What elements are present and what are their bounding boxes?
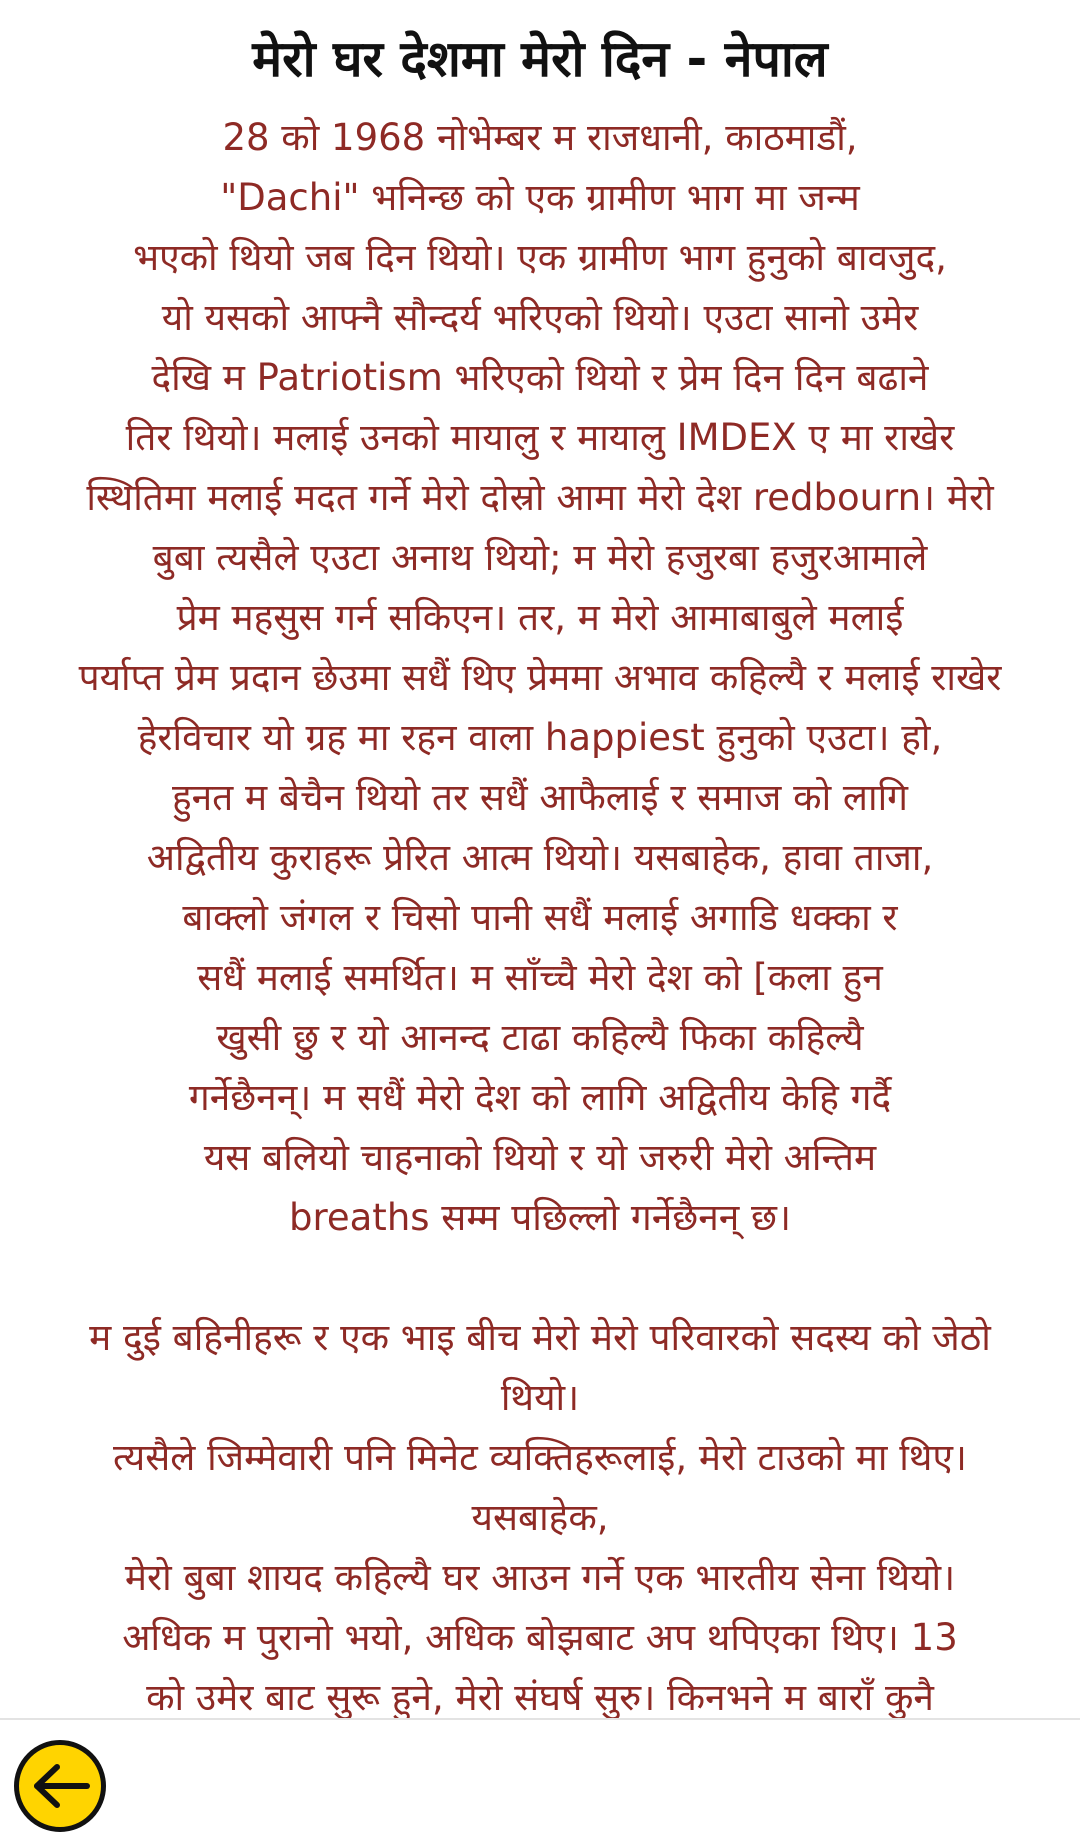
paragraph-line: अधिक म पुरानो भयो, अधिक बोझबाट अप थपिएका थिए। 13	[122, 1616, 958, 1659]
paragraph-line: बुबा त्यसैले एउटा अनाथ थियो; म मेरो हजुरबा हजुरआमाले	[152, 536, 928, 579]
paragraph-line: खुसी छु र यो आनन्द टाढा कहिल्यै फिका कहिल्यै	[216, 1016, 864, 1059]
article-body	[30, 108, 1050, 1718]
paragraph-line: को उमेर बाट सुरू हुने, मेरो संघर्ष सुरु। किनभने म बाराँ कुनै	[146, 1676, 934, 1718]
paragraph-line: त्यसैले जिम्मेवारी पनि मिनेट व्यक्तिहरूलाई, मेरो टाउको मा थिए।	[113, 1436, 967, 1479]
paragraph-spacer	[30, 1248, 1050, 1308]
paragraph-line: म दुई बहिनीहरू र एक भाइ बीच मेरो मेरो परिवारको सदस्य को जेठो	[89, 1316, 991, 1359]
paragraph-line: हेरविचार यो ग्रह मा रहन वाला happiest हुनुको एउटा। हो,	[137, 716, 943, 759]
paragraph-line: breaths सम्म पछिल्लो गर्नेछैनन् छ।	[288, 1196, 792, 1239]
paragraph-line: 28 को 1968 नोभेम्बर म राजधानी, काठमाडौं,	[222, 116, 858, 159]
paragraph-line: थियो।	[500, 1376, 580, 1419]
paragraph-line: प्रेम महसुस गर्न सकिएन। तर, म मेरो आमाबाबुले मलाई	[176, 596, 904, 639]
arrow-left-icon	[29, 1761, 91, 1811]
paragraph-line: भएको थियो जब दिन थियो। एक ग्रामीण भाग हुनुको बावजुद,	[133, 236, 947, 279]
paragraph-line: यसबाहेक,	[471, 1496, 609, 1539]
paragraph-line: "Dachi" भनिन्छ को एक ग्रामीण भाग मा जन्म	[220, 176, 860, 219]
paragraph-line: स्थितिमा मलाई मदत गर्ने मेरो दोस्रो आमा मेरो देश redbourn। मेरो	[86, 476, 994, 519]
paragraph-line: पर्याप्त प्रेम प्रदान छेउमा सधैं थिए प्रेममा अभाव कहिल्यै र मलाई राखेर	[78, 656, 1002, 699]
paragraph-line: हुनत म बेचैन थियो तर सधैं आफैलाई र समाज को लागि	[172, 776, 908, 819]
page-title: मेरो घर देशमा मेरो दिन - नेपाल	[252, 30, 828, 88]
paragraph-line: तिर थियो। मलाई उनको मायालु र मायालु IMDEX ए मा राखेर	[125, 416, 955, 459]
back-button[interactable]	[14, 1740, 106, 1832]
paragraph-line: बाक्लो जंगल र चिसो पानी सधैं मलाई अगाडि धक्का र	[182, 896, 898, 939]
paragraph-line: गर्नेछैनन्। म सधैं मेरो देश को लागि अद्वितीय केहि गर्दै	[188, 1076, 892, 1119]
paragraph-line: सधैं मलाई समर्थित। म साँच्चै मेरो देश को [कला हुन	[197, 956, 883, 999]
paragraph-line: मेरो बुबा शायद कहिल्यै घर आउन गर्ने एक भारतीय सेना थियो।	[124, 1556, 956, 1599]
paragraph	[30, 1308, 1050, 1718]
paragraph-line: अद्वितीय कुराहरू प्रेरित आत्म थियो। यसबाहेक, हावा ताजा,	[146, 836, 934, 879]
bottom-navigation-bar	[0, 1718, 1080, 1848]
paragraph-line: यो यसको आफ्नै सौन्दर्य भरिएको थियो। एउटा सानो उमेर	[161, 296, 919, 339]
paragraph-line: यस बलियो चाहनाको थियो र यो जरुरी मेरो अन्तिम	[203, 1136, 877, 1179]
paragraph	[30, 108, 1050, 1248]
paragraph-line: देखि म Patriotism भरिएको थियो र प्रेम दिन दिन बढाने	[151, 356, 929, 399]
